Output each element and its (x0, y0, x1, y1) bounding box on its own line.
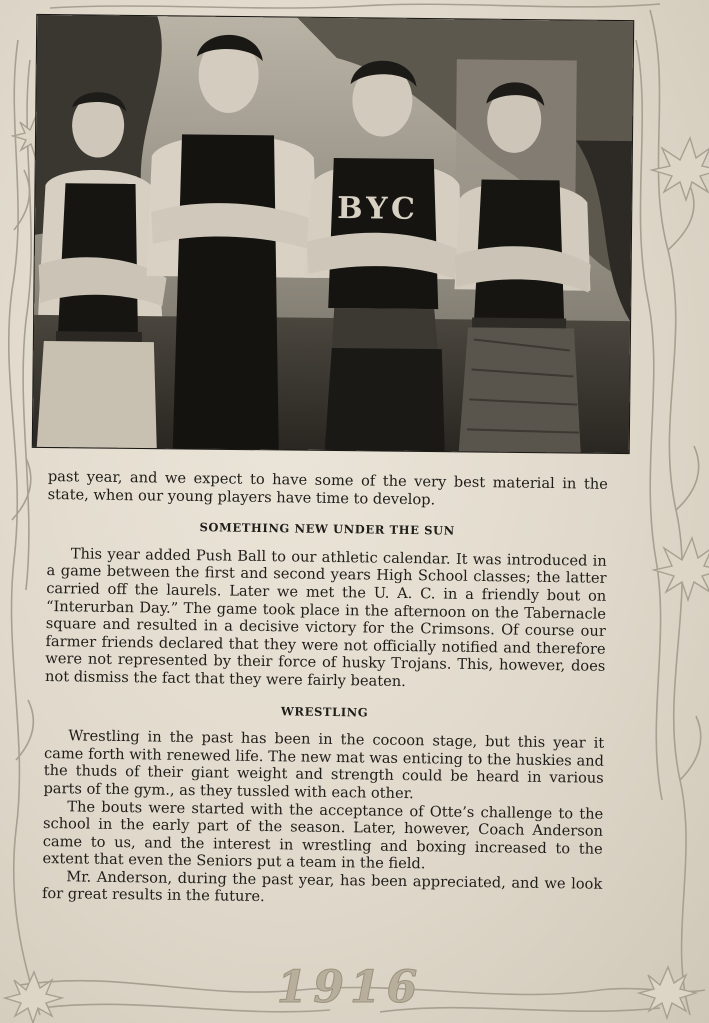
push-ball-paragraph: This year added Push Ball to our athletic calendar. It was introduced in a game between the first and second years High School classes; the latter carried off the laurels. Later we met the U. A. C. in a friendly bout on “Interurban Day.” The game took place in the afternoon on the Tabernacle square and resulted in a decisive victory for the Crimsons. Of course our farmer friends declared that they were not officially notified and therefore were not represented by their force of husky Trojans. This, however, does not dismiss the fact that they were fairly beaten. (44, 545, 607, 690)
section-heading-push-ball: SOMETHING NEW UNDER THE SUN (199, 520, 455, 538)
article-body (42, 468, 608, 911)
intro-paragraph: past year, and we expect to have some of the very best material in the state, when our young players have time to develop. (47, 468, 608, 509)
jersey-lettering: BYC (337, 191, 420, 227)
section-heading-wrestling: WRESTLING (280, 703, 369, 720)
wrestling-paragraph-2: The bouts were started with the acceptance of Otte’s challenge to the school in the early part of the season. Later, however, Coach Anderson came to us, and the interest in wrestling and boxing increased to the extent that even the Seniors put a team in the field. (42, 797, 604, 873)
wrestling-paragraph-3: Mr. Anderson, during the past year, has been appreciated, and we look for great results in the future. (41, 868, 603, 906)
team-photograph (33, 15, 633, 453)
year-ornament (250, 958, 450, 1014)
year-mark: 1916 (276, 962, 424, 1013)
wrestling-paragraph-1: Wrestling in the past has been in the cocoon stage, but this year it came forth with renewed life. The new mat was enticing to the huskies and the thuds of their giant weight and strength could be heard in various parts of the gym., as they tussled with each other. (43, 727, 605, 803)
